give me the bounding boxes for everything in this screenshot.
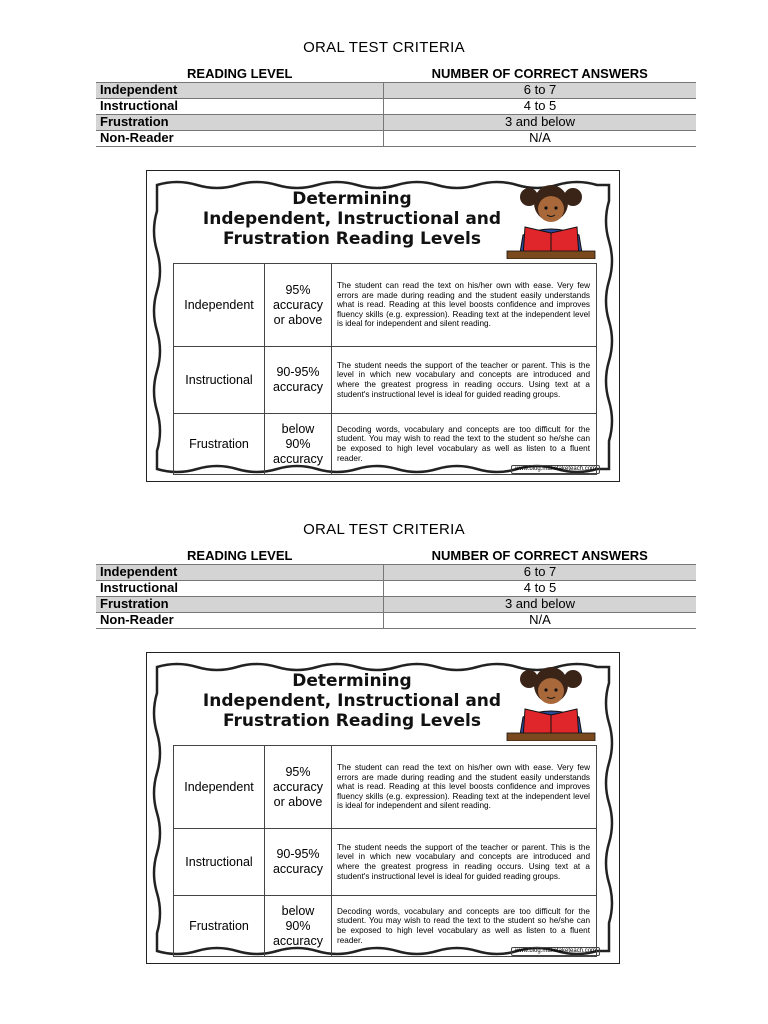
row-level: Instructional (96, 99, 384, 115)
girl-reading-book-icon (505, 661, 597, 741)
level-name: Frustration (174, 414, 265, 475)
level-accuracy (265, 746, 332, 829)
row-answers: 6 to 7 (384, 83, 697, 99)
criteria-section-1 (0, 38, 768, 472)
header-reading-level: READING LEVEL (96, 548, 384, 565)
accuracy-line: 90-95% (276, 365, 320, 379)
level-name: Independent (174, 746, 265, 829)
level-accuracy (265, 347, 332, 414)
accuracy-line: or above (273, 794, 323, 809)
level-row-independent (174, 264, 597, 347)
row-level: Instructional (96, 581, 384, 597)
level-description: The student can read the text on his/her own with ease. Very few errors are made during reading and the student easily understands what is read. Reading at this level boosts confidence and improves fluency skills (e.g. expression). Reading text at the independent level is ideal for independent and silent reading. (332, 264, 597, 347)
row-level: Frustration (96, 597, 384, 613)
table-row (96, 597, 696, 613)
row-answers: N/A (384, 131, 697, 147)
level-row-independent (174, 746, 597, 829)
accuracy-line: below (281, 421, 315, 436)
poster-title (177, 189, 527, 249)
row-level: Independent (96, 83, 384, 99)
table-row (96, 115, 696, 131)
row-answers: 6 to 7 (384, 565, 697, 581)
accuracy-line: accuracy (272, 779, 324, 794)
table-row (96, 565, 696, 581)
levels-table (173, 745, 597, 957)
level-description: The student needs the support of the teacher or parent. This is the level in which new vocabulary and concepts are introduced and where the greatest progress in reading occurs. Using text at a student's instructional level is ideal for guided reading groups. (332, 829, 597, 896)
table-row (96, 99, 696, 115)
level-description: Decoding words, vocabulary and concepts are too difficult for the student. You may wish to read the text to the student so he/she can be exposed to high level vocabulary as well as listen to a fluent reader. (332, 896, 597, 957)
level-accuracy (265, 414, 332, 475)
accuracy-line: 90% (285, 918, 311, 933)
accuracy-line: accuracy (272, 451, 324, 466)
criteria-table (96, 548, 696, 629)
criteria-header-row (96, 66, 696, 83)
level-name: Frustration (174, 896, 265, 957)
poster-title-line: Frustration Reading Levels (223, 711, 481, 731)
criteria-title: ORAL TEST CRITERIA (303, 39, 465, 56)
reading-levels-poster (146, 170, 620, 482)
table-row (96, 581, 696, 597)
row-answers: N/A (384, 613, 697, 629)
level-name: Instructional (174, 829, 265, 896)
row-answers: 3 and below (384, 115, 697, 131)
accuracy-line: below (281, 903, 315, 918)
accuracy-line: accuracy (272, 380, 324, 394)
criteria-title: ORAL TEST CRITERIA (303, 521, 465, 538)
accuracy-line: accuracy (272, 297, 324, 312)
level-accuracy (265, 829, 332, 896)
level-accuracy (265, 896, 332, 957)
level-row-instructional (174, 347, 597, 414)
row-level: Independent (96, 565, 384, 581)
accuracy-line: accuracy (272, 862, 324, 876)
level-row-instructional (174, 829, 597, 896)
criteria-header-row (96, 548, 696, 565)
poster-title-line: Independent, Instructional and (202, 209, 502, 229)
row-answers: 3 and below (384, 597, 697, 613)
header-correct-answers: NUMBER OF CORRECT ANSWERS (384, 66, 697, 83)
row-level: Non-Reader (96, 131, 384, 147)
table-row (96, 131, 696, 147)
girl-reading-book-icon (505, 179, 597, 259)
criteria-table (96, 66, 696, 147)
poster-title-line: Independent, Instructional and (202, 691, 502, 711)
accuracy-line: accuracy (272, 933, 324, 948)
accuracy-line: or above (273, 312, 323, 327)
row-level: Non-Reader (96, 613, 384, 629)
poster-title (177, 671, 527, 731)
poster-title-line: Frustration Reading Levels (223, 229, 481, 249)
level-name: Instructional (174, 347, 265, 414)
accuracy-line: 95% (285, 282, 311, 297)
reading-levels-poster (146, 652, 620, 964)
row-level: Frustration (96, 115, 384, 131)
poster-title-line: Determining (292, 671, 412, 691)
accuracy-line: 95% (285, 764, 311, 779)
table-row (96, 613, 696, 629)
level-description: Decoding words, vocabulary and concepts are too difficult for the student. You may wish to read the text to the student so he/she can be exposed to high level vocabulary as well as listen to a fluent reader. (332, 414, 597, 475)
row-answers: 4 to 5 (384, 99, 697, 115)
poster-url: www.blog.maketaketeach.com (511, 947, 600, 956)
header-reading-level: READING LEVEL (96, 66, 384, 83)
poster-title-line: Determining (292, 189, 412, 209)
level-name: Independent (174, 264, 265, 347)
level-description: The student needs the support of the teacher or parent. This is the level in which new vocabulary and concepts are introduced and where the greatest progress in reading occurs. Using text at a student's instructional level is ideal for guided reading groups. (332, 347, 597, 414)
row-answers: 4 to 5 (384, 581, 697, 597)
poster-url: www.blog.maketaketeach.com (511, 465, 600, 474)
header-correct-answers: NUMBER OF CORRECT ANSWERS (384, 548, 697, 565)
accuracy-line: 90% (285, 436, 311, 451)
criteria-section-2 (0, 520, 768, 954)
levels-table (173, 263, 597, 475)
table-row (96, 83, 696, 99)
accuracy-line: 90-95% (276, 847, 320, 861)
level-accuracy (265, 264, 332, 347)
level-description: The student can read the text on his/her own with ease. Very few errors are made during reading and the student easily understands what is read. Reading at this level boosts confidence and improves fluency skills (e.g. expression). Reading text at the independent level is ideal for independent and silent reading. (332, 746, 597, 829)
